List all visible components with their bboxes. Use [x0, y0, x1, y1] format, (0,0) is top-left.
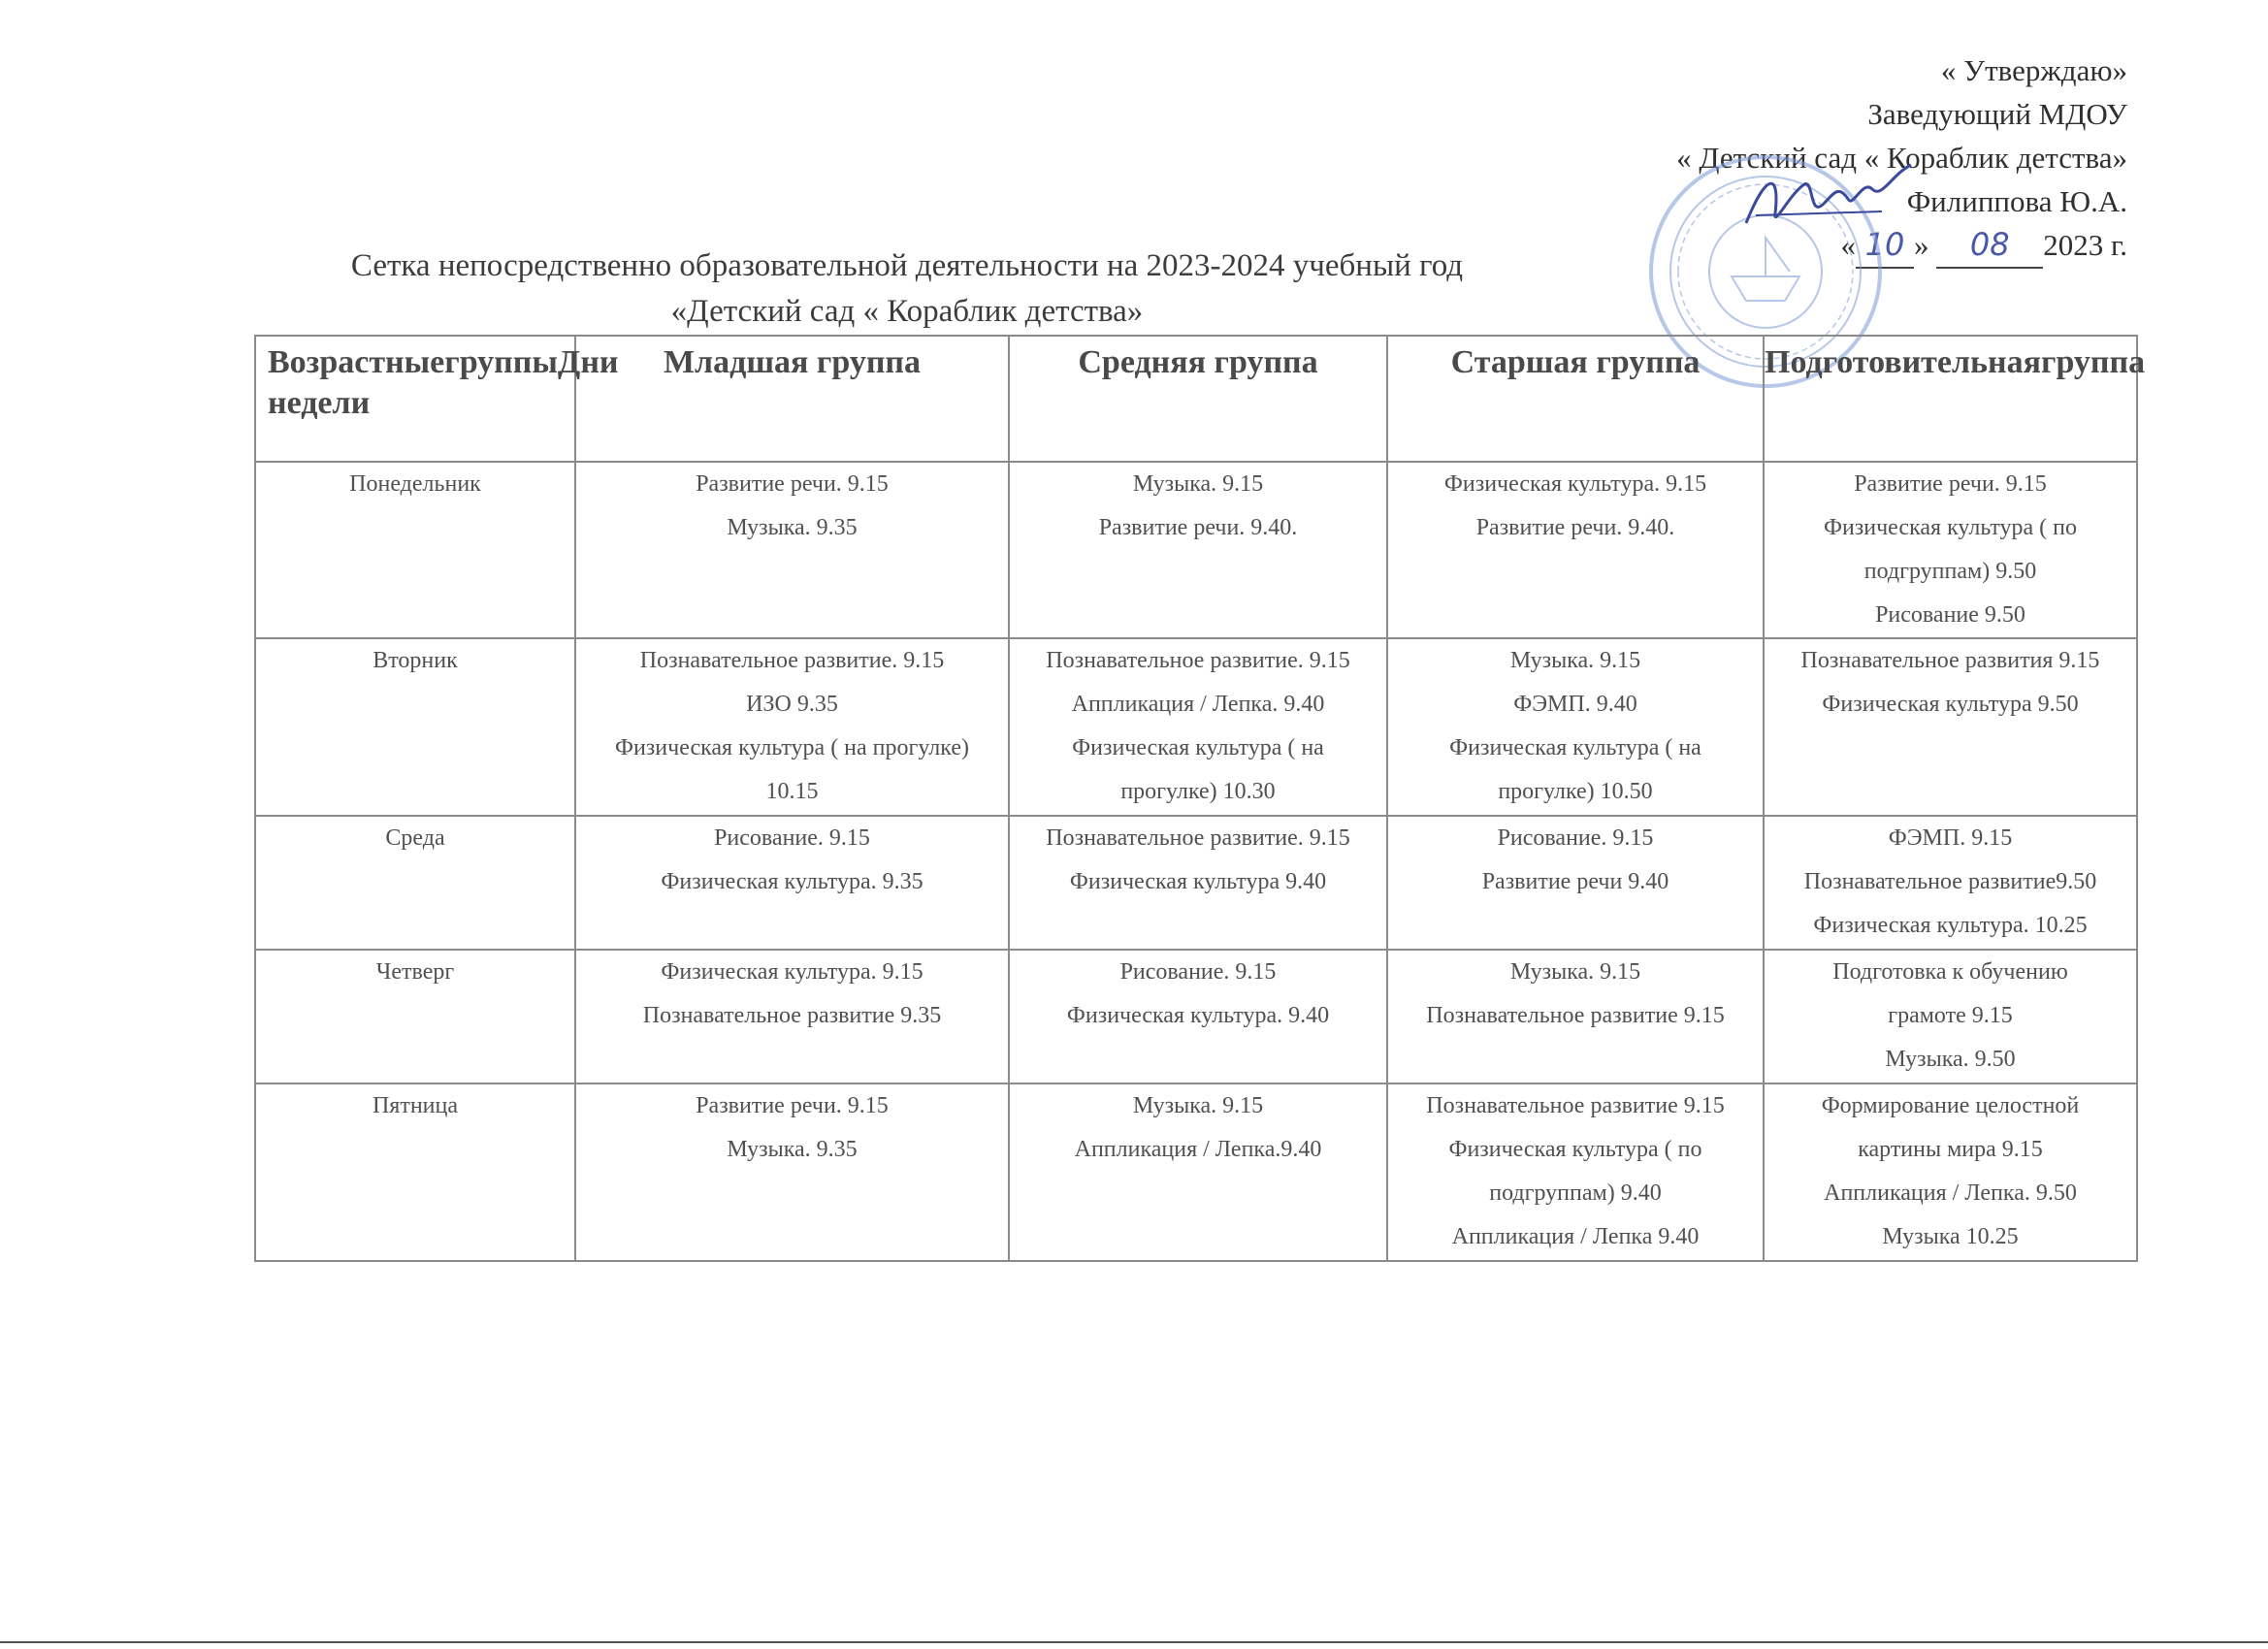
cell-line: Музыка. 9.15	[1132, 1093, 1264, 1118]
cell-line: подгруппам) 9.50	[1863, 559, 2037, 584]
schedule-cell	[1009, 950, 1387, 1083]
approval-line: Филиппова Ю.А.	[1906, 184, 2127, 218]
cell-line: Старшая группа	[1450, 344, 1701, 380]
header-group	[1764, 336, 2146, 462]
schedule-cell	[1009, 1083, 1387, 1261]
approval-line: « Детский сад « Кораблик детства»	[1676, 141, 2127, 175]
cell-line: Познавательное развитие 9.15	[1426, 1003, 1725, 1028]
cell-line: Формирование целостной	[1821, 1093, 2080, 1118]
date-month: 08	[1936, 223, 2043, 269]
approval-line: « Утверждаю»	[1940, 53, 2127, 87]
cell-line: прогулке) 10.50	[1498, 779, 1653, 804]
schedule-cell	[1764, 816, 2137, 950]
day-cell: Вторник	[255, 638, 575, 816]
schedule-cell	[575, 462, 1009, 638]
cell-line: Музыка. 9.15	[1509, 648, 1641, 673]
day-cell: Понедельник	[255, 462, 575, 638]
date-close-quote: »	[1914, 228, 1929, 262]
cell-line: группа	[2041, 344, 2146, 380]
schedule-cell	[1009, 638, 1387, 816]
table-row	[255, 462, 2137, 638]
scan-edge	[0, 1641, 2268, 1643]
cell-line: Физическая культура ( на	[1449, 735, 1701, 760]
cell-line: Физическая культура 9.50	[1822, 692, 2079, 717]
cell-line: Развитие речи 9.40	[1481, 869, 1669, 894]
cell-line: Рисование 9.50	[1875, 602, 2025, 628]
schedule-cell	[1009, 462, 1387, 638]
table-row	[255, 816, 2137, 950]
table-row	[255, 638, 2137, 816]
cell-line: ИЗО 9.35	[746, 692, 838, 717]
day-cell: Среда	[255, 816, 575, 950]
cell-line: Музыка 10.25	[1882, 1224, 2019, 1249]
cell-line: грамоте 9.15	[1888, 1003, 2013, 1028]
header-corner	[255, 336, 619, 462]
cell-line: Младшая группа	[663, 344, 922, 380]
cell-line: Познавательное развитие9.50	[1803, 869, 2097, 894]
schedule-cell	[1387, 950, 1764, 1083]
cell-line: Подготовительная	[1765, 344, 2041, 380]
document-title: Сетка непосредственно образовательной деятельности на 2023-2024 учебный год	[350, 248, 1464, 283]
cell-line: Физическая культура 9.40	[1069, 869, 1327, 894]
approval-line: Заведующий МДОУ	[1867, 97, 2127, 131]
schedule-cell	[1764, 462, 2137, 638]
cell-line: картины мира 9.15	[1858, 1137, 2043, 1162]
schedule-cell	[1764, 950, 2137, 1083]
cell-line: Физическая культура. 9.35	[661, 869, 923, 894]
cell-line: прогулке) 10.30	[1120, 779, 1276, 804]
cell-line: Познавательное развитие 9.15	[1426, 1093, 1725, 1118]
cell-line: Подготовка к обучению	[1832, 959, 2068, 985]
schedule-cell	[575, 950, 1009, 1083]
cell-line: Музыка. 9.50	[1885, 1047, 2016, 1072]
cell-line: Физическая культура ( на прогулке)	[615, 735, 969, 760]
cell-line: Физическая культура. 9.15	[661, 959, 923, 985]
cell-line: Физическая культура. 9.40	[1066, 1003, 1330, 1028]
cell-line: ФЭМП. 9.15	[1888, 825, 2013, 851]
cell-line: Развитие речи. 9.15	[696, 471, 889, 497]
cell-line: Познавательное развитие. 9.15	[1046, 825, 1350, 851]
schedule-cell	[575, 816, 1009, 950]
day-cell: Четверг	[255, 950, 575, 1083]
schedule-cell	[1387, 638, 1764, 816]
cell-line: ФЭМП. 9.40	[1513, 692, 1637, 717]
date-day: 10	[1856, 223, 1914, 269]
cell-line: Аппликация / Лепка. 9.50	[1824, 1180, 2077, 1206]
schedule-cell	[1764, 1083, 2137, 1261]
cell-line: 10.15	[765, 779, 819, 804]
cell-line: Музыка. 9.15	[1132, 471, 1264, 497]
cell-line: Развитие речи. 9.40.	[1475, 515, 1675, 540]
cell-line: Познавательное развитие. 9.15	[1046, 648, 1350, 673]
cell-line: Физическая культура. 9.15	[1443, 471, 1707, 497]
day-cell: Пятница	[255, 1083, 575, 1261]
cell-line: Аппликация / Лепка.9.40	[1074, 1137, 1322, 1162]
table-row	[255, 1083, 2137, 1261]
cell-line: Рисование. 9.15	[1119, 959, 1277, 985]
schedule-table	[254, 335, 2146, 1262]
cell-line: Средняя группа	[1078, 344, 1318, 380]
date-open-quote: «	[1840, 228, 1857, 262]
cell-line: Аппликация / Лепка. 9.40	[1071, 692, 1325, 717]
table-header-row	[255, 336, 2137, 462]
schedule-cell	[575, 638, 1009, 816]
header-group	[1387, 336, 1764, 462]
signature-icon	[1736, 155, 1921, 242]
cell-line: Рисование. 9.15	[714, 825, 870, 851]
schedule-cell	[1009, 816, 1387, 950]
cell-line: Возрастные	[268, 344, 445, 380]
document-subtitle: «Детский сад « Кораблик детства»	[670, 294, 1144, 329]
cell-line: Физическая культура ( по	[1823, 515, 2078, 540]
table-row	[255, 950, 2137, 1083]
header-group	[1009, 336, 1387, 462]
date-year: 2023 г.	[2043, 228, 2127, 262]
cell-line: Аппликация / Лепка 9.40	[1451, 1224, 1700, 1249]
schedule-cell	[1387, 816, 1764, 950]
cell-line: Музыка. 9.35	[727, 515, 858, 540]
cell-line: подгруппам) 9.40	[1489, 1180, 1662, 1206]
cell-line: Дни недели	[268, 344, 619, 421]
cell-line: Рисование. 9.15	[1497, 825, 1654, 851]
cell-line: Развитие речи. 9.40.	[1098, 515, 1298, 540]
cell-line: Музыка. 9.15	[1509, 959, 1641, 985]
cell-line: Познавательное развитие. 9.15	[639, 648, 945, 673]
cell-line: Познавательное развитие 9.35	[642, 1003, 942, 1028]
cell-line: Физическая культура ( по	[1448, 1137, 1702, 1162]
schedule-cell	[1387, 462, 1764, 638]
schedule-cell	[575, 1083, 1009, 1261]
cell-line: Познавательное развития 9.15	[1800, 648, 2100, 673]
cell-line: группы	[444, 344, 558, 380]
cell-line: Физическая культура. 10.25	[1813, 913, 2088, 938]
cell-line: Развитие речи. 9.15	[1854, 471, 2047, 497]
schedule-cell	[1387, 1083, 1764, 1261]
schedule-cell	[1764, 638, 2137, 816]
cell-line: Музыка. 9.35	[727, 1137, 858, 1162]
cell-line: Развитие речи. 9.15	[696, 1093, 889, 1118]
header-group	[575, 336, 1009, 462]
cell-line: Физическая культура ( на	[1072, 735, 1324, 760]
